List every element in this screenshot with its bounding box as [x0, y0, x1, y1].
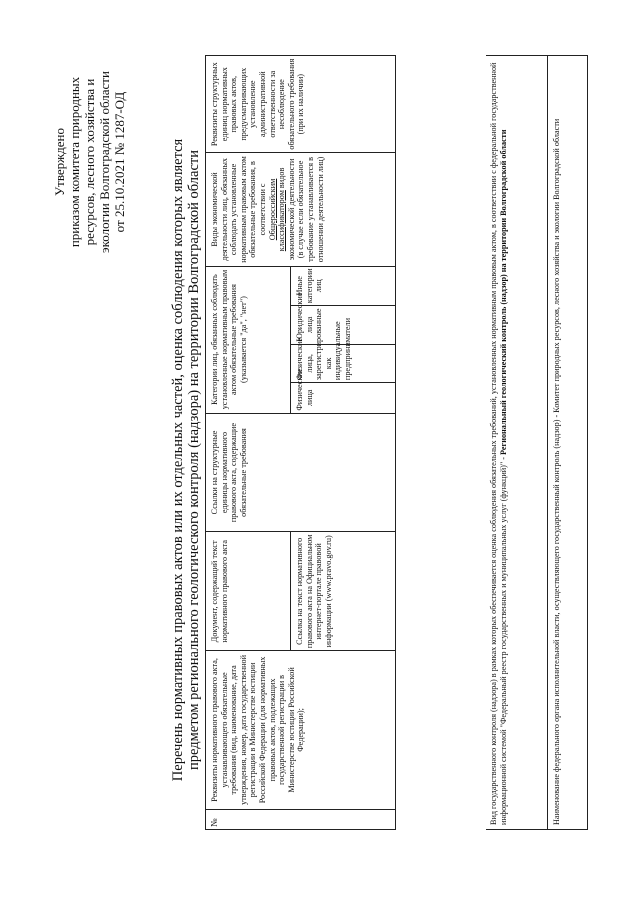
- approval-line-1: Утверждено: [52, 127, 67, 197]
- col-links-units: Ссылки на структурные единицы нормативного правового акта, содержащие обязательные требования: [206, 413, 396, 532]
- col-num: №: [206, 809, 396, 829]
- doc-link-cell: Ссылка на текст нормативного правового акта на Официальном интернет-портале правовой информации (www.pravo.gov.ru): [291, 532, 396, 651]
- sub-legal: Юридические лица: [291, 306, 396, 344]
- col-activity: [206, 153, 396, 266]
- approval-line-5: от 25.10.2021 № 1287-ОД: [112, 91, 127, 233]
- approval-stamp: [52, 62, 127, 262]
- approval-line-2: приказом комитета природных: [67, 76, 82, 248]
- control-type-note: [486, 55, 548, 830]
- activity-pre: Виды экономической деятельности лиц, обязанных соблюдать установленные нормативным правовым актом обязательные требования, в соответствии с: [210, 156, 267, 263]
- sub-other: Иные категории лиц: [291, 266, 396, 306]
- sub-physical: Физические лица: [291, 383, 396, 414]
- sub-ip: Физические лица, зарегистрированные как индивидуальные предприниматели: [291, 344, 396, 382]
- col-structural: Реквизиты структурных единиц нормативных правовых актов, предусматривающих установление административной ответственности за несоблюдение обязательного требования (при их наличии): [206, 56, 396, 153]
- control-type-bold: Региональный геологический контроль (надзор) на территории Волгоградской области: [499, 129, 508, 455]
- col-categories: Категории лиц, обязанных соблюдать установленные нормативным правовым актом обязательные требования (указывается "да", "нет"): [206, 266, 291, 413]
- col-document: Документ, содержащий текст нормативного правового акта: [206, 532, 291, 651]
- activity-post: видов экономической деятельности (в случае если обязательное требование устанавливается в отношении деятельности лиц): [277, 156, 325, 263]
- activity-classifier: Общероссийским классификатором: [267, 178, 287, 252]
- authority-note: Наименование федерального органа исполнительной власти, осуществляющего государственный контроль (надзор) - Комитет природных ресурсов, лесного хозяйства и экологии Волгоградской области: [548, 55, 588, 830]
- approval-line-4: экологии Волгоградской области: [97, 71, 112, 253]
- acts-table: [205, 55, 396, 830]
- control-type-text: Вид государственного контроля (надзора) в рамках которых обеспечивается оценка соблюдения обязательных требований, установленных нормативным правовым актом, в соответствии с федеральной государственной информационной системой "Федеральный реестр государственных и муниципальных услуг (функций)" -: [489, 62, 508, 825]
- col-requisites: Реквизиты нормативного правового акта, устанавливающего обязательные требования (вид, наименование, дата утверждения, номер, дата государственной регистрации в Министерстве юстиции Российской Федерации (для нормативных правовых актов, подлежащих государственной регистрации в Министерстве юстиции Российской Федерации);: [206, 651, 396, 809]
- page-title: Перечень нормативных правовых актов или их отдельных частей, оценка соблюдения которых является предметом регионального геологического контроля (надзора) на территории Волгоградской области: [170, 138, 202, 782]
- approval-line-3: ресурсов, лесного хозяйства и: [82, 78, 97, 246]
- table-header-row: [206, 56, 291, 830]
